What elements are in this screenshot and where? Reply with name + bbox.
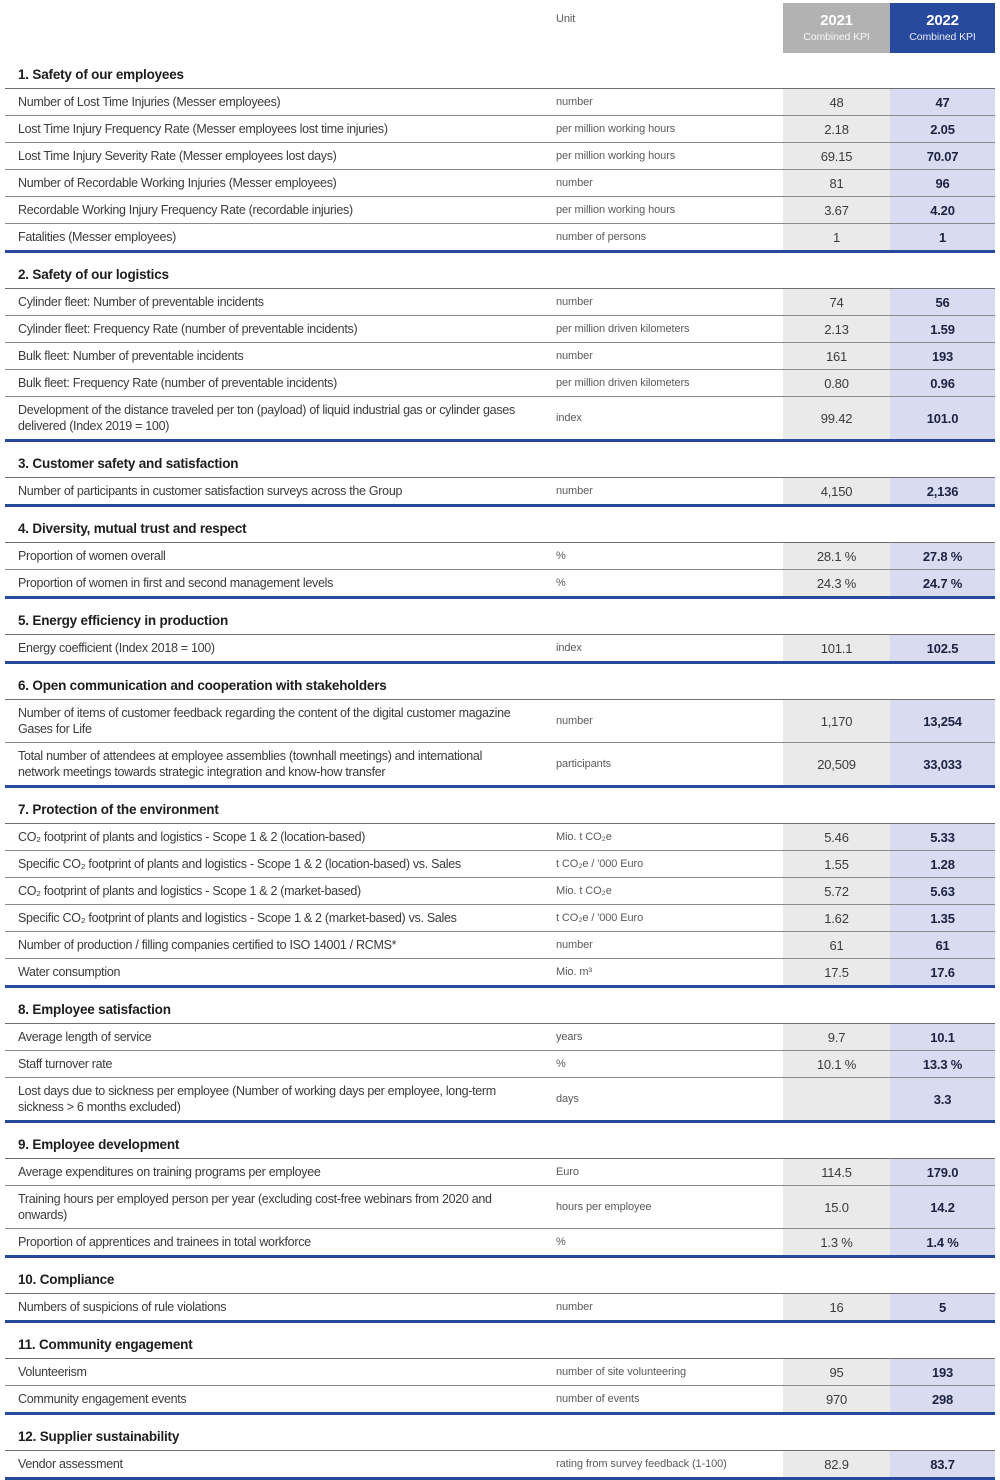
kpi-row (5, 570, 995, 596)
kpi-value-2021: 101.1 (783, 635, 890, 661)
kpi-label (5, 116, 556, 142)
section-title: 2. Safety of our logistics (5, 253, 995, 289)
kpi-label-text: Number of items of customer feedback regarding the content of the digital customer magazine Gases for Life (18, 706, 511, 736)
kpi-value-2021: 74 (783, 289, 890, 315)
kpi-row (5, 1359, 995, 1386)
kpi-value-2021: 5.72 (783, 878, 890, 904)
kpi-value-2021: 99.42 (783, 397, 890, 439)
kpi-row (5, 1294, 995, 1320)
kpi-row (5, 1386, 995, 1412)
kpi-value-2021: 2.18 (783, 116, 890, 142)
kpi-label-text: Number of production / filling companies certified to ISO 14001 / RCMS* (18, 938, 397, 952)
kpi-row (5, 959, 995, 985)
kpi-label-text: Vendor assessment (18, 1457, 123, 1471)
kpi-unit: Mio. m³ (556, 966, 592, 978)
kpi-value-2021: 95 (783, 1359, 890, 1385)
kpi-label-text: Cylinder fleet: Number of preventable incidents (18, 295, 264, 309)
kpi-section (5, 53, 995, 253)
kpi-value-2022: 2.05 (890, 116, 995, 142)
kpi-label (5, 932, 556, 958)
kpi-value-2021: 82.9 (783, 1451, 890, 1477)
kpi-label-text: Training hours per employed person per year (excluding cost-free webinars from 2020 and onwards) (18, 1192, 492, 1222)
kpi-section (5, 599, 995, 664)
kpi-label-text: Number of Lost Time Injuries (Messer employees) (18, 95, 281, 109)
kpi-value-2022: 13,254 (890, 700, 995, 742)
year-subtitle-2021: Combined KPI (803, 30, 870, 43)
year-subtitle-2022: Combined KPI (909, 30, 976, 43)
kpi-label-text: Specific CO₂ footprint of plants and logistics - Scope 1 & 2 (location-based) vs. Sales (18, 857, 461, 871)
kpi-value-2021: 1,170 (783, 700, 890, 742)
kpi-value-2021: 5.46 (783, 824, 890, 850)
kpi-label-text: Water consumption (18, 965, 121, 979)
kpi-value-2021: 3.67 (783, 197, 890, 223)
kpi-section (5, 253, 995, 442)
year-label-2022: 2022 (926, 12, 959, 30)
kpi-unit: number (556, 939, 593, 951)
kpi-label (5, 1386, 556, 1412)
kpi-value-2022: 14.2 (890, 1186, 995, 1228)
kpi-label (5, 170, 556, 196)
kpi-label-text: Numbers of suspicions of rule violations (18, 1300, 227, 1314)
kpi-value-2021: 0.80 (783, 370, 890, 396)
kpi-report-page (0, 3, 1000, 1480)
kpi-label-text: Proportion of apprentices and trainees in total workforce (18, 1235, 311, 1249)
kpi-unit: days (556, 1093, 579, 1105)
kpi-row (5, 143, 995, 170)
kpi-value-2022: 193 (890, 343, 995, 369)
kpi-value-2022: 33,033 (890, 743, 995, 785)
column-header-2021 (783, 3, 890, 53)
kpi-value-2021: 24.3 % (783, 570, 890, 596)
kpi-label-text: Lost Time Injury Severity Rate (Messer employees lost days) (18, 149, 337, 163)
kpi-label-text: Fatalities (Messer employees) (18, 230, 177, 244)
kpi-unit: index (556, 642, 582, 654)
kpi-label (5, 1051, 556, 1077)
kpi-row (5, 316, 995, 343)
kpi-label-text: Total number of attendees at employee assemblies (townhall meetings) and international network meetings towards strategic integration and know-how transfer (18, 749, 483, 779)
kpi-value-2021: 20,509 (783, 743, 890, 785)
kpi-label (5, 1451, 556, 1477)
kpi-label (5, 289, 556, 315)
kpi-section (5, 1123, 995, 1258)
kpi-label (5, 1159, 556, 1185)
kpi-value-2022: 3.3 (890, 1078, 995, 1120)
kpi-row (5, 905, 995, 932)
kpi-label-text: Community engagement events (18, 1392, 187, 1406)
kpi-label (5, 543, 556, 569)
kpi-value-2021: 9.7 (783, 1024, 890, 1050)
kpi-unit: number (556, 715, 593, 727)
kpi-value-2022: 5 (890, 1294, 995, 1320)
kpi-value-2021: 16 (783, 1294, 890, 1320)
section-title: 6. Open communication and cooperation with stakeholders (5, 664, 995, 700)
kpi-row (5, 397, 995, 439)
kpi-unit: % (556, 550, 566, 562)
kpi-row (5, 197, 995, 224)
unit-column-header: Unit (556, 13, 576, 25)
kpi-label (5, 316, 556, 342)
kpi-value-2021: 4,150 (783, 478, 890, 504)
kpi-row (5, 1451, 995, 1477)
kpi-value-2021: 114.5 (783, 1159, 890, 1185)
year-label-2021: 2021 (820, 12, 853, 30)
kpi-label-text: Number of Recordable Working Injuries (Messer employees) (18, 176, 337, 190)
kpi-label-text: Average length of service (18, 1030, 152, 1044)
kpi-label-text: Development of the distance traveled per ton (payload) of liquid industrial gas or cylinder gases delivered (Index 2019 = 100) (18, 403, 515, 433)
kpi-row (5, 1051, 995, 1078)
table-header (5, 3, 995, 53)
kpi-row (5, 1024, 995, 1051)
kpi-unit: % (556, 1236, 566, 1248)
kpi-label (5, 197, 556, 223)
kpi-value-2021: 81 (783, 170, 890, 196)
kpi-label-text: Energy coefficient (Index 2018 = 100) (18, 641, 215, 655)
kpi-value-2022: 193 (890, 1359, 995, 1385)
kpi-row (5, 1078, 995, 1120)
kpi-value-2021: 161 (783, 343, 890, 369)
kpi-value-2022: 5.63 (890, 878, 995, 904)
kpi-unit: number (556, 177, 593, 189)
kpi-section (5, 1258, 995, 1323)
kpi-value-2022: 101.0 (890, 397, 995, 439)
kpi-unit: per million driven kilometers (556, 377, 690, 389)
kpi-value-2022: 179.0 (890, 1159, 995, 1185)
kpi-label-text: Staff turnover rate (18, 1057, 113, 1071)
kpi-table-body (5, 53, 995, 1480)
kpi-label (5, 1229, 556, 1255)
kpi-unit: Euro (556, 1166, 579, 1178)
kpi-row (5, 170, 995, 197)
kpi-row (5, 878, 995, 905)
kpi-label (5, 570, 556, 596)
kpi-value-2021 (783, 1078, 890, 1120)
section-title: 1. Safety of our employees (5, 53, 995, 89)
kpi-value-2021: 17.5 (783, 959, 890, 985)
kpi-value-2021: 2.13 (783, 316, 890, 342)
kpi-label (5, 370, 556, 396)
kpi-label (5, 700, 556, 742)
kpi-value-2022: 1.35 (890, 905, 995, 931)
kpi-row (5, 635, 995, 661)
kpi-label (5, 1186, 556, 1228)
kpi-value-2022: 10.1 (890, 1024, 995, 1050)
header-spacer (5, 3, 556, 53)
kpi-value-2022: 24.7 % (890, 570, 995, 596)
kpi-label (5, 143, 556, 169)
kpi-unit: % (556, 1058, 566, 1070)
kpi-unit: per million working hours (556, 123, 676, 135)
kpi-value-2021: 48 (783, 89, 890, 115)
kpi-unit: index (556, 412, 582, 424)
kpi-label-text: Proportion of women in first and second management levels (18, 576, 334, 590)
kpi-label (5, 224, 556, 250)
kpi-value-2021: 28.1 % (783, 543, 890, 569)
kpi-value-2022: 47 (890, 89, 995, 115)
kpi-value-2021: 1.3 % (783, 1229, 890, 1255)
section-title: 4. Diversity, mutual trust and respect (5, 507, 995, 543)
kpi-row (5, 224, 995, 250)
kpi-row (5, 1229, 995, 1255)
kpi-value-2021: 15.0 (783, 1186, 890, 1228)
kpi-label-text: Bulk fleet: Frequency Rate (number of preventable incidents) (18, 376, 337, 390)
kpi-section (5, 788, 995, 988)
kpi-label (5, 851, 556, 877)
kpi-unit: t CO₂e / '000 Euro (556, 858, 644, 870)
kpi-value-2021: 1.55 (783, 851, 890, 877)
kpi-row (5, 543, 995, 570)
kpi-row (5, 851, 995, 878)
kpi-section (5, 1415, 995, 1480)
column-header-2022 (890, 3, 995, 53)
kpi-unit: participants (556, 758, 612, 770)
kpi-unit: number (556, 350, 593, 362)
kpi-value-2022: 61 (890, 932, 995, 958)
section-title: 9. Employee development (5, 1123, 995, 1159)
kpi-value-2022: 2,136 (890, 478, 995, 504)
kpi-value-2022: 27.8 % (890, 543, 995, 569)
kpi-unit: Mio. t CO₂e (556, 885, 612, 897)
section-title: 12. Supplier sustainability (5, 1415, 995, 1451)
kpi-unit: number of events (556, 1393, 640, 1405)
kpi-label-text: Lost days due to sickness per employee (Number of working days per employee, long-term sickness > 6 months excluded) (18, 1084, 496, 1114)
kpi-unit: per million working hours (556, 204, 676, 216)
kpi-value-2022: 56 (890, 289, 995, 315)
kpi-section (5, 988, 995, 1123)
kpi-unit: t CO₂e / '000 Euro (556, 912, 644, 924)
kpi-label-text: CO₂ footprint of plants and logistics - Scope 1 & 2 (market-based) (18, 884, 361, 898)
kpi-row (5, 700, 995, 743)
kpi-unit: number (556, 1301, 593, 1313)
kpi-row (5, 370, 995, 397)
kpi-unit: years (556, 1031, 583, 1043)
kpi-value-2021: 1.62 (783, 905, 890, 931)
kpi-value-2022: 1.28 (890, 851, 995, 877)
kpi-row (5, 932, 995, 959)
kpi-unit: number (556, 296, 593, 308)
section-title: 3. Customer safety and satisfaction (5, 442, 995, 478)
section-title: 5. Energy efficiency in production (5, 599, 995, 635)
kpi-value-2021: 69.15 (783, 143, 890, 169)
kpi-label (5, 343, 556, 369)
kpi-value-2022: 0.96 (890, 370, 995, 396)
kpi-unit: number of persons (556, 231, 647, 243)
kpi-label-text: Proportion of women overall (18, 549, 166, 563)
kpi-row (5, 89, 995, 116)
kpi-label-text: Average expenditures on training programs per employee (18, 1165, 321, 1179)
section-title: 8. Employee satisfaction (5, 988, 995, 1024)
kpi-section (5, 1323, 995, 1415)
kpi-value-2022: 1.4 % (890, 1229, 995, 1255)
kpi-section (5, 507, 995, 599)
kpi-value-2022: 1.59 (890, 316, 995, 342)
kpi-unit: number (556, 485, 593, 497)
kpi-label-text: Specific CO₂ footprint of plants and logistics - Scope 1 & 2 (market-based) vs. Sales (18, 911, 457, 925)
kpi-row (5, 343, 995, 370)
kpi-unit: number (556, 96, 593, 108)
kpi-value-2021: 970 (783, 1386, 890, 1412)
kpi-row (5, 1159, 995, 1186)
kpi-unit: number of site volunteering (556, 1366, 686, 1378)
kpi-label (5, 397, 556, 439)
kpi-value-2022: 1 (890, 224, 995, 250)
kpi-label (5, 1024, 556, 1050)
kpi-section (5, 442, 995, 507)
kpi-label (5, 89, 556, 115)
kpi-row (5, 1186, 995, 1229)
kpi-label (5, 1078, 556, 1120)
kpi-unit: per million driven kilometers (556, 323, 690, 335)
kpi-value-2022: 13.3 % (890, 1051, 995, 1077)
kpi-unit: hours per employee (556, 1201, 652, 1213)
kpi-value-2022: 4.20 (890, 197, 995, 223)
kpi-label (5, 635, 556, 661)
kpi-row (5, 289, 995, 316)
kpi-label (5, 743, 556, 785)
kpi-unit: % (556, 577, 566, 589)
kpi-value-2021: 61 (783, 932, 890, 958)
section-title: 11. Community engagement (5, 1323, 995, 1359)
kpi-row (5, 116, 995, 143)
kpi-row (5, 478, 995, 504)
kpi-value-2022: 96 (890, 170, 995, 196)
kpi-label (5, 1294, 556, 1320)
kpi-label-text: CO₂ footprint of plants and logistics - Scope 1 & 2 (location-based) (18, 830, 366, 844)
kpi-label-text: Number of participants in customer satisfaction surveys across the Group (18, 484, 403, 498)
kpi-value-2022: 298 (890, 1386, 995, 1412)
section-title: 10. Compliance (5, 1258, 995, 1294)
kpi-label-text: Lost Time Injury Frequency Rate (Messer employees lost time injuries) (18, 122, 388, 136)
kpi-value-2021: 1 (783, 224, 890, 250)
kpi-label-text: Volunteerism (18, 1365, 87, 1379)
kpi-label (5, 478, 556, 504)
kpi-value-2022: 70.07 (890, 143, 995, 169)
kpi-label (5, 1359, 556, 1385)
kpi-label (5, 824, 556, 850)
kpi-row (5, 824, 995, 851)
kpi-value-2022: 17.6 (890, 959, 995, 985)
section-title: 7. Protection of the environment (5, 788, 995, 824)
kpi-row (5, 743, 995, 785)
kpi-label-text: Cylinder fleet: Frequency Rate (number of preventable incidents) (18, 322, 358, 336)
kpi-label-text: Recordable Working Injury Frequency Rate (recordable injuries) (18, 203, 353, 217)
kpi-label (5, 905, 556, 931)
kpi-value-2022: 83.7 (890, 1451, 995, 1477)
kpi-unit: rating from survey feedback (1-100) (556, 1458, 727, 1470)
kpi-label (5, 959, 556, 985)
kpi-label-text: Bulk fleet: Number of preventable incidents (18, 349, 244, 363)
kpi-section (5, 664, 995, 788)
kpi-label (5, 878, 556, 904)
kpi-unit: per million working hours (556, 150, 676, 162)
kpi-value-2022: 5.33 (890, 824, 995, 850)
kpi-unit: Mio. t CO₂e (556, 831, 612, 843)
kpi-value-2022: 102.5 (890, 635, 995, 661)
kpi-value-2021: 10.1 % (783, 1051, 890, 1077)
